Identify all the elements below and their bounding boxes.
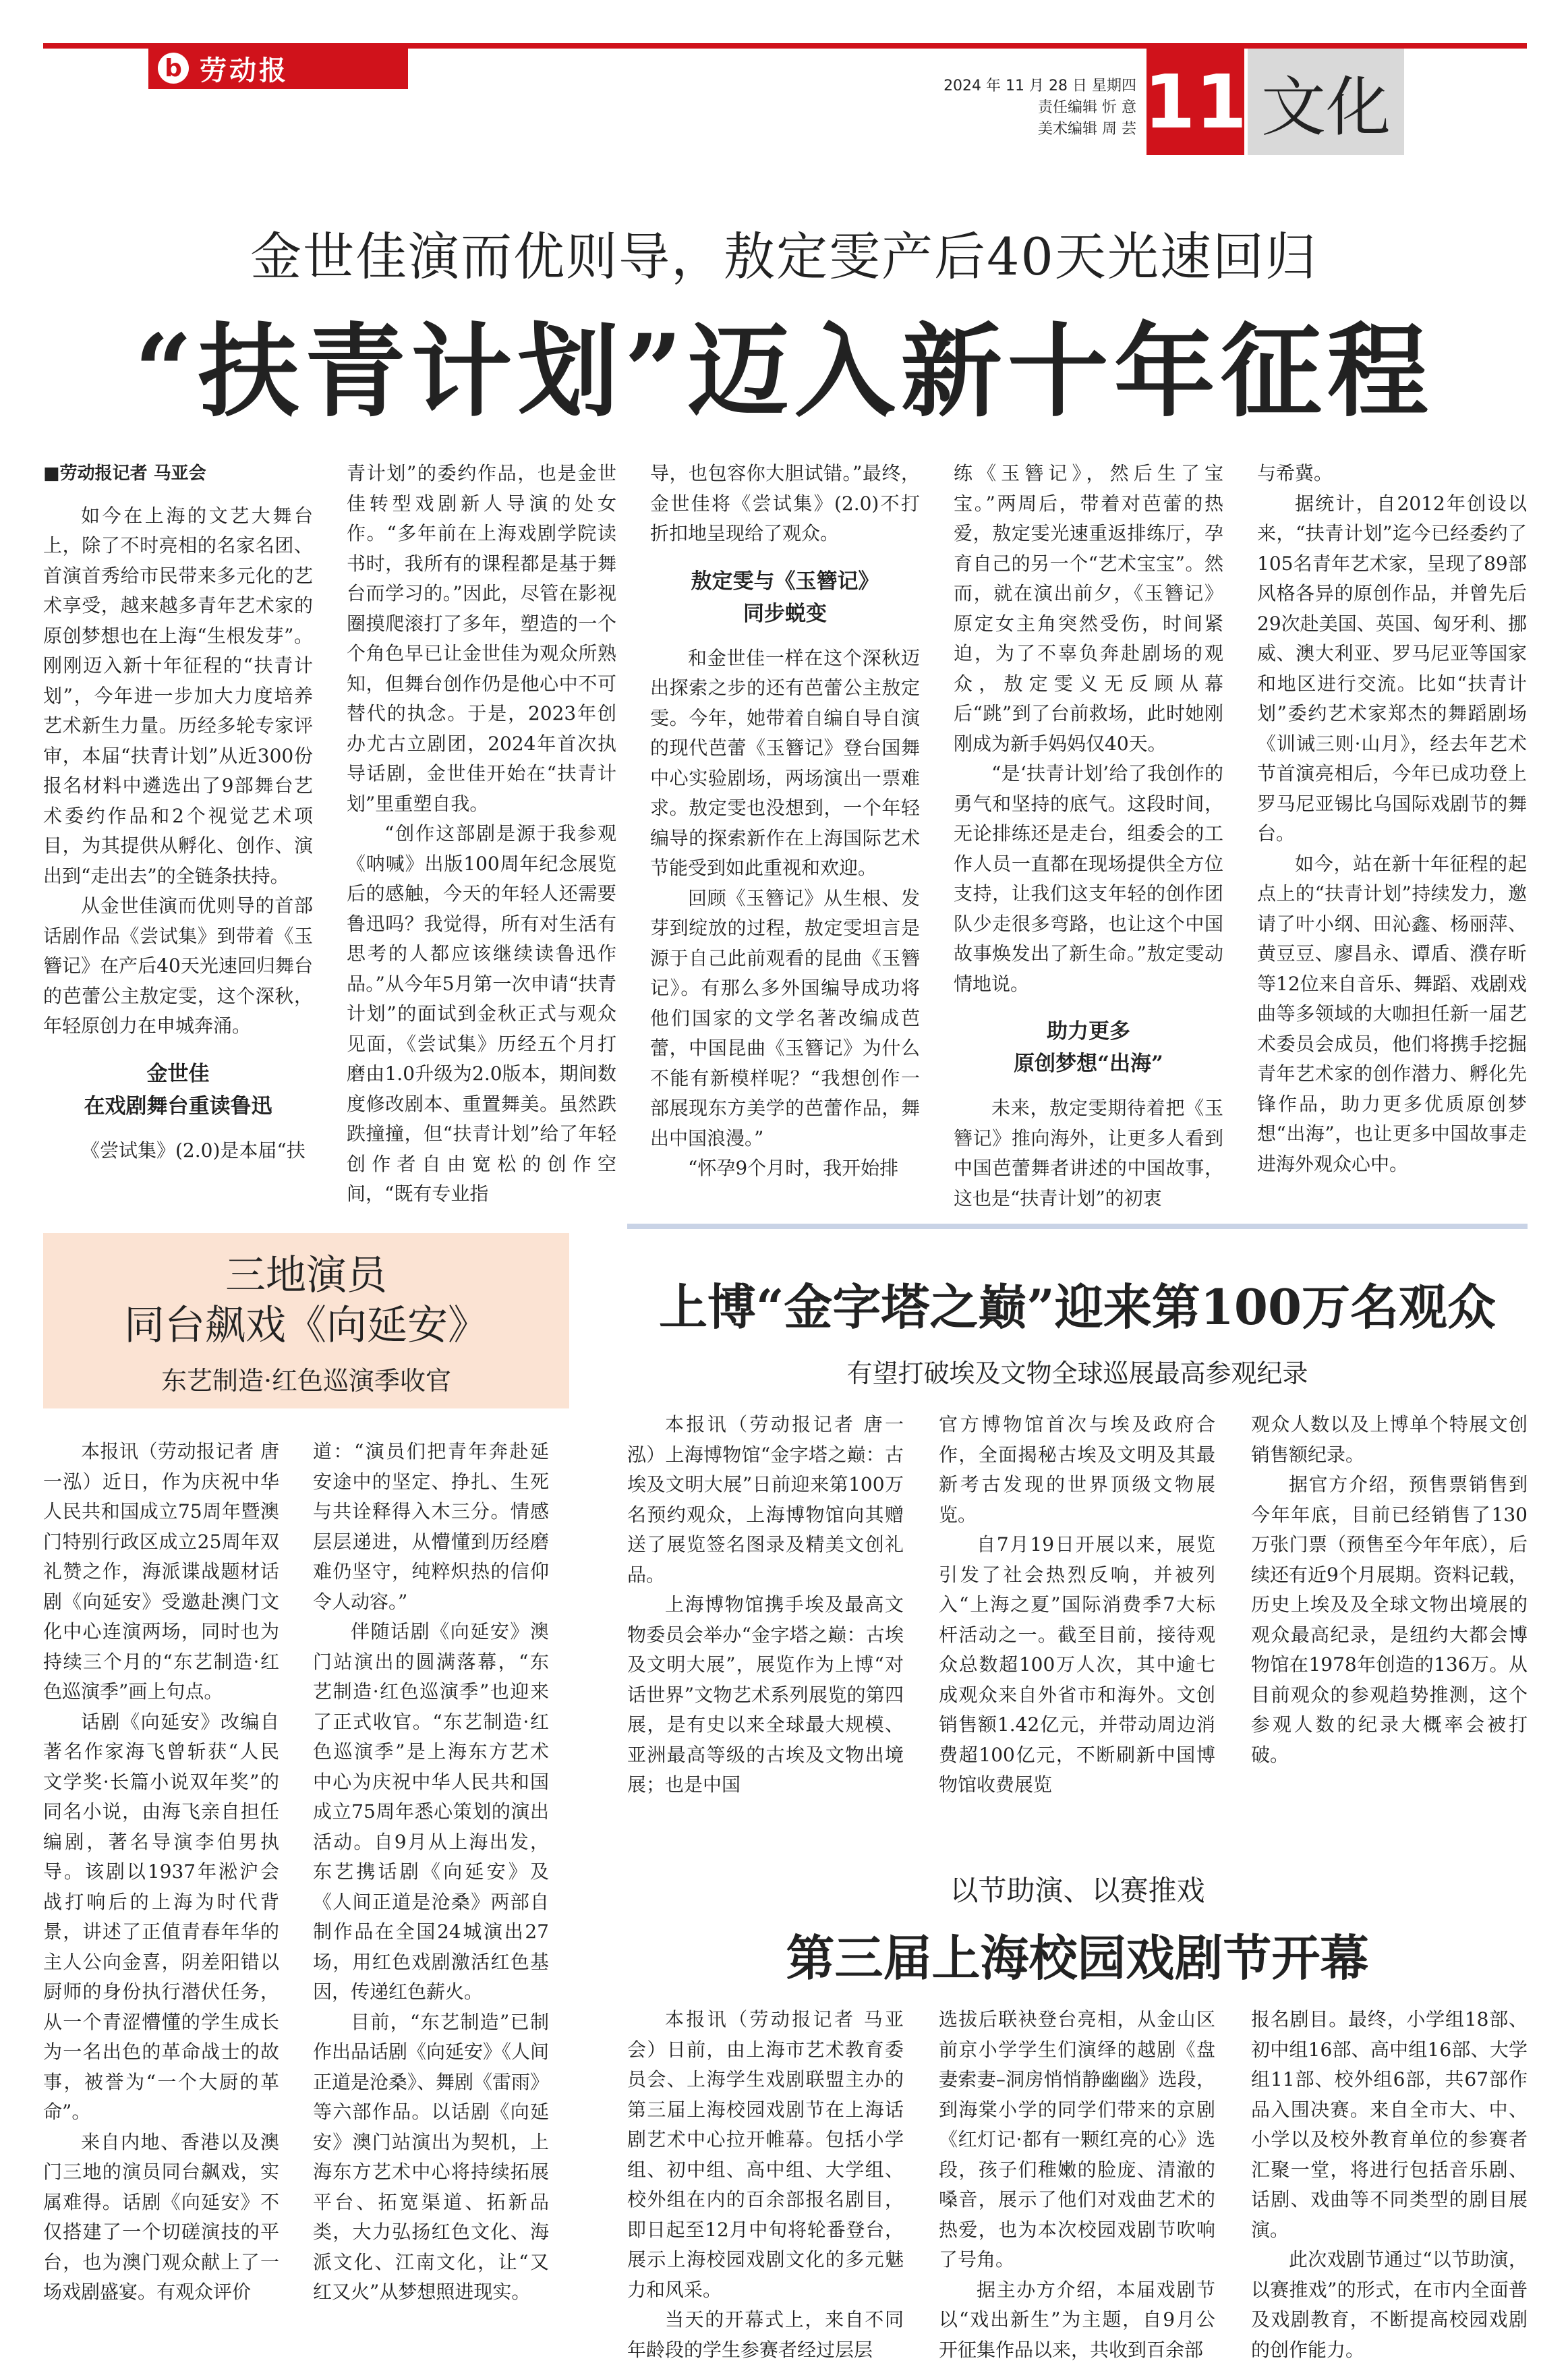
article3-title: 上博“金字塔之巅”迎来第100万名观众 (627, 1268, 1528, 1338)
article1-paragraph: 青计划”的委约作品，也是金世佳转型戏剧新人导演的处女作。“多年前在上海戏剧学院读书时，我所有的课程都是基于舞台而学习的。”因此，尽管在影视圈摸爬滚打了多年，塑造的一个个角色早已让金世佳为观众所熟知，但舞台创作仍是他心中不可替代的执念。于是，2023年创办尤古立剧团，2024年首次执导话剧，金世佳开始在“扶青计划”里重塑自我。 (347, 459, 616, 819)
article1-paragraph: 和金世佳一样在这个深秋迈出探索之步的还有芭蕾公主敖定雯。今年，她带着自编自导自演的现代芭蕾《玉簪记》登台国舞中心实验剧场，两场演出一票难求。敖定雯也没想到，一个年轻编导的探索新作在上海国际艺术节能受到如此重视和欢迎。 (650, 644, 920, 884)
article4-column-2 (939, 2005, 1215, 2365)
article1-column-4 (954, 459, 1223, 1214)
article2-paragraph: 来自内地、香港以及澳门三地的演员同台飙戏，实属难得。话剧《向延安》不仅搭建了一个切磋演技的平台，也为澳门观众献上了一场戏剧盛宴。有观众评价 (43, 2128, 279, 2308)
section-divider (627, 1224, 1528, 1229)
article4-paragraph: 据主办方介绍，本届戏剧节以“戏出新生”为主题，自9月公开征集作品以来，共收到百余部 (939, 2275, 1215, 2365)
newspaper-logo (148, 47, 408, 89)
logo-name: 劳动报 (200, 49, 289, 88)
article3-paragraph: 上海博物馆携手埃及最高文物委员会举办“金字塔之巅：古埃及文明大展”，展览作为上博“对话世界”文物艺术系列展览的第四展，是有史以来全球最大规模、亚洲最高等级的古埃及文物出境展；也是中国 (627, 1590, 904, 1800)
article1-subtitle: 金世佳演而优则导，敖定雯产后40天光速回归 (0, 216, 1568, 289)
article4-subtitle: 以节助演、以赛推戏 (627, 1869, 1528, 1909)
article3-column-3 (1251, 1410, 1528, 1770)
article4-paragraph: 选拔后联袂登台亮相，从金山区前京小学学生们演绎的越剧《盘妻索妻–洞房悄悄静幽幽》选段，到海棠小学的同学们带来的京剧《红灯记·都有一颗红亮的心》选段，孩子们稚嫩的脸庞、清澈的嗓音，展示了他们对戏曲艺术的热爱，也为本次校园戏剧节吹响了号角。 (939, 2005, 1215, 2275)
article4-paragraph: 此次戏剧节通过“以节助演，以赛推戏”的形式，在市内全面普及戏剧教育，不断提高校园戏剧的创作能力。 (1251, 2245, 1528, 2365)
page-number: 11 (1146, 49, 1244, 155)
article2-headline-box (43, 1233, 569, 1408)
article1-subhead-3: 助力更多 原创梦想“出海” (954, 1015, 1223, 1080)
article1-byline: ■劳动报记者 马亚会 (43, 459, 313, 489)
article4-paragraph: 当天的开幕式上，来自不同年龄段的学生参赛者经过层层 (627, 2305, 904, 2365)
article1-paragraph: “怀孕9个月时，我开始排 (650, 1153, 920, 1184)
issue-info (943, 76, 1136, 140)
article1-paragraph: 未来，敖定雯期待着把《玉簪记》推向海外，让更多人看到中国芭蕾舞者讲述的中国故事，这也是“扶青计划”的初衷 (954, 1093, 1223, 1214)
article2-paragraph: 本报讯（劳动报记者 唐一泓）近日，作为庆祝中华人民共和国成立75周年暨澳门特别行政区成立25周年双礼赞之作，海派谍战题材话剧《向延安》受邀赴澳门文化中心连演两场，同时也为持续三个月的“东艺制造·红色巡演季”画上句点。 (43, 1437, 279, 1707)
article1-column-5 (1257, 459, 1527, 1179)
article3-column-1 (627, 1410, 904, 1800)
article1-paragraph: 练《玉簪记》，然后生了宝宝。”两周后，带着对芭蕾的热爱，敖定雯光速重返排练厅，孕育自己的另一个“艺术宝宝”。然而，就在演出前夕，《玉簪记》原定女主角突然受伤，时间紧迫，为了不辜负奔赴剧场的观众，敖定雯义无反顾从幕后“跳”到了台前救场，此时她刚刚成为新手妈妈仅40天。 (954, 459, 1223, 759)
article1-paragraph: 与希冀。 (1257, 459, 1527, 489)
article2-title: 三地演员 同台飙戏《向延安》 (43, 1251, 569, 1350)
article1-title: “扶青计划”迈入新十年征程 (0, 290, 1568, 436)
article1-paragraph: 如今，站在新十年征程的起点上的“扶青计划”持续发力，邀请了叶小纲、田沁鑫、杨丽萍、黄豆豆、廖昌永、谭盾、濮存昕等12位来自音乐、舞蹈、戏剧戏曲等多领域的大咖担任新一届艺术委员会成员，他们将携手挖掘青年艺术家的创作潜力、孵化先锋作品，助力更多优质原创梦想“出海”，也让更多中国故事走进海外观众心中。 (1257, 849, 1527, 1180)
article3-paragraph: 观众人数以及上博单个特展文创销售额纪录。 (1251, 1410, 1528, 1470)
section-name: 文化 (1248, 49, 1404, 155)
article2-paragraph: 目前，“东艺制造”已制作出品话剧《向延安》《人间正道是沧桑》、舞剧《雷雨》等六部作品。以话剧《向延安》澳门站演出为契机，上海东方艺术中心将持续拓展平台、拓宽渠道、拓新品类，大力弘扬红色文化、海派文化、江南文化，让“又红又火”从梦想照进现实。 (313, 2007, 549, 2308)
article3-paragraph: 据官方介绍，预售票销售到今年年底，目前已经销售了130万张门票（预售至今年年底），后续还有近9个月展期。资料记载，历史上埃及及全球文物出境展的观众最高纪录，是纽约大都会博物馆在1978年创造的136万。从目前观众的参观趋势推测，这个参观人数的纪录大概率会被打破。 (1251, 1470, 1528, 1770)
article1-paragraph: 从金世佳演而优则导的首部话剧作品《尝试集》到带着《玉簪记》在产后40天光速回归舞台的芭蕾公主敖定雯，这个深秋，年轻原创力在申城奔涌。 (43, 891, 313, 1042)
article4-paragraph: 报名剧目。最终，小学组18部、初中组16部、高中组16部、大学组11部、校外组6部，共67部作品入围决赛。来自全市大、中、小学以及校外教育单位的参赛者汇聚一堂，将进行包括音乐剧、话剧、戏曲等不同类型的剧目展演。 (1251, 2005, 1528, 2245)
article1-paragraph: “是‘扶青计划’给了我创作的勇气和坚持的底气。这段时间，无论排练还是走台，组委会的工作人员一直都在现场提供全方位支持，让我们这支年轻的创作团队少走很多弯路，也让这个中国故事焕发出了新生命。”敖定雯动情地说。 (954, 759, 1223, 999)
article2-column-2 (313, 1437, 549, 2308)
issue-date: 2024 年 11 月 28 日 星期四 (943, 76, 1136, 97)
logo-mark-icon: b (158, 53, 189, 84)
article3-paragraph: 自7月19日开展以来，展览引发了社会热烈反响，并被列入“上海之夏”国际消费季7大标杆活动之一。截至目前，接待观众总数超100万人次，其中逾七成观众来自外省市和海外。文创销售额1.42亿元，并带动周边消费超100亿元，不断刷新中国博物馆收费展览 (939, 1530, 1215, 1800)
article1-subhead-1: 金世佳 在戏剧舞台重读鲁迅 (43, 1058, 313, 1122)
article2-paragraph: 话剧《向延安》改编自著名作家海飞曾斩获“人民文学奖·长篇小说双年奖”的同名小说，由海飞亲自担任编剧，著名导演李伯男执导。该剧以1937年淞沪会战打响后的上海为时代背景，讲述了正值青春年华的主人公向金喜，阴差阳错以厨师的身份执行潜伏任务，从一个青涩懵懂的学生成长为一名出色的革命战士的故事，被誉为“一个大厨的革命”。 (43, 1707, 279, 2128)
article1-paragraph: 导，也包容你大胆试错。”最终，金世佳将《尝试集》(2.0)不打折扣地呈现给了观众。 (650, 459, 920, 549)
article1-paragraph: 如今在上海的文艺大舞台上，除了不时亮相的名家名团、首演首秀给市民带来多元化的艺术享受，越来越多青年艺术家的原创梦想也在上海“生根发芽”。刚刚迈入新十年征程的“扶青计划”，今年进一步加大力度培养艺术新生力量。历经多轮专家评审，本届“扶青计划”从近300份报名材料中遴选出了9部舞台艺术委约作品和2个视觉艺术项目，为其提供从孵化、创作、演出到“走出去”的全链条扶持。 (43, 501, 313, 892)
article1-paragraph: 据统计，自2012年创设以来，“扶青计划”迄今已经委约了105名青年艺术家，呈现了89部风格各异的原创作品，并曾先后29次赴美国、英国、匈牙利、挪威、澳大利亚、罗马尼亚等国家和地区进行交流。比如“扶青计划”委约艺术家郑杰的舞蹈剧场《训诫三则·山月》，经去年艺术节首演亮相后，今年已成功登上罗马尼亚锡比乌国际戏剧节的舞台。 (1257, 489, 1527, 849)
article2-column-1 (43, 1437, 279, 2308)
article4-title: 第三届上海校园戏剧节开幕 (627, 1919, 1528, 1989)
article2-paragraph: 伴随话剧《向延安》澳门站演出的圆满落幕，“东艺制造·红色巡演季”也迎来了正式收官。“东艺制造·红色巡演季”是上海东方艺术中心为庆祝中华人民共和国成立75周年悉心策划的演出活动。自9月从上海出发，东艺携话剧《向延安》及《人间正道是沧桑》两部自制作品在全国24城演出27场，用红色戏剧激活红色基因，传递红色薪火。 (313, 1617, 549, 2007)
responsible-editor: 责任编辑 忻 意 (943, 97, 1136, 119)
article3-column-2 (939, 1410, 1215, 1800)
article1-paragraph: 《尝试集》(2.0)是本届“扶 (43, 1136, 313, 1166)
article2-paragraph: 道：“演员们把青年奔赴延安途中的坚定、挣扎、生死与共诠释得入木三分。情感层层递进，从懵懂到历经磨难仍坚守，纯粹炽热的信仰令人动容。” (313, 1437, 549, 1617)
article2-subtitle: 东艺制造·红色巡演季收官 (43, 1360, 569, 1397)
article1-column-2 (347, 459, 616, 1209)
article3-subtitle: 有望打破埃及文物全球巡展最高参观纪录 (627, 1352, 1528, 1390)
art-editor: 美术编辑 周 芸 (943, 119, 1136, 140)
article4-column-1 (627, 2005, 904, 2365)
article1-paragraph: “创作这部剧是源于我参观《呐喊》出版100周年纪念展览后的感触，今天的年轻人还需要鲁迅吗？我觉得，所有对生活有思考的人都应该继续读鲁迅作品。”从今年5月第一次申请“扶青计划”的面试到金秋正式与观众见面，《尝试集》历经五个月打磨由1.0升级为2.0版本，期间数度修改剧本、重置舞美。虽然跌跌撞撞，但“扶青计划”给了年轻创作者自由宽松的创作空间，“既有专业指 (347, 819, 616, 1209)
article3-paragraph: 官方博物馆首次与埃及政府合作，全面揭秘古埃及文明及其最新考古发现的世界顶级文物展览。 (939, 1410, 1215, 1530)
article1-column-3 (650, 459, 920, 1184)
article1-subhead-2: 敖定雯与《玉簪记》 同步蜕变 (650, 565, 920, 630)
article1-column-1 (43, 459, 313, 1166)
article1-paragraph: 回顾《玉簪记》从生根、发芽到绽放的过程，敖定雯坦言是源于自己此前观看的昆曲《玉簪记》。有那么多外国编导成功将他们国家的文学名著改编成芭蕾，中国昆曲《玉簪记》为什么不能有新模样呢？“我想创作一部展现东方美学的芭蕾作品，舞出中国浪漫。” (650, 884, 920, 1154)
article3-paragraph: 本报讯（劳动报记者 唐一泓）上海博物馆“金字塔之巅：古埃及文明大展”日前迎来第100万名预约观众，上海博物馆向其赠送了展览签名图录及精美文创礼品。 (627, 1410, 904, 1590)
article4-paragraph: 本报讯（劳动报记者 马亚会）日前，由上海市艺术教育委员会、上海学生戏剧联盟主办的第三届上海校园戏剧节在上海话剧艺术中心拉开帷幕。包括小学组、初中组、高中组、大学组、校外组在内的百余部报名剧目，即日起至12月中旬将轮番登台，展示上海校园戏剧文化的多元魅力和风采。 (627, 2005, 904, 2305)
article4-column-3 (1251, 2005, 1528, 2365)
